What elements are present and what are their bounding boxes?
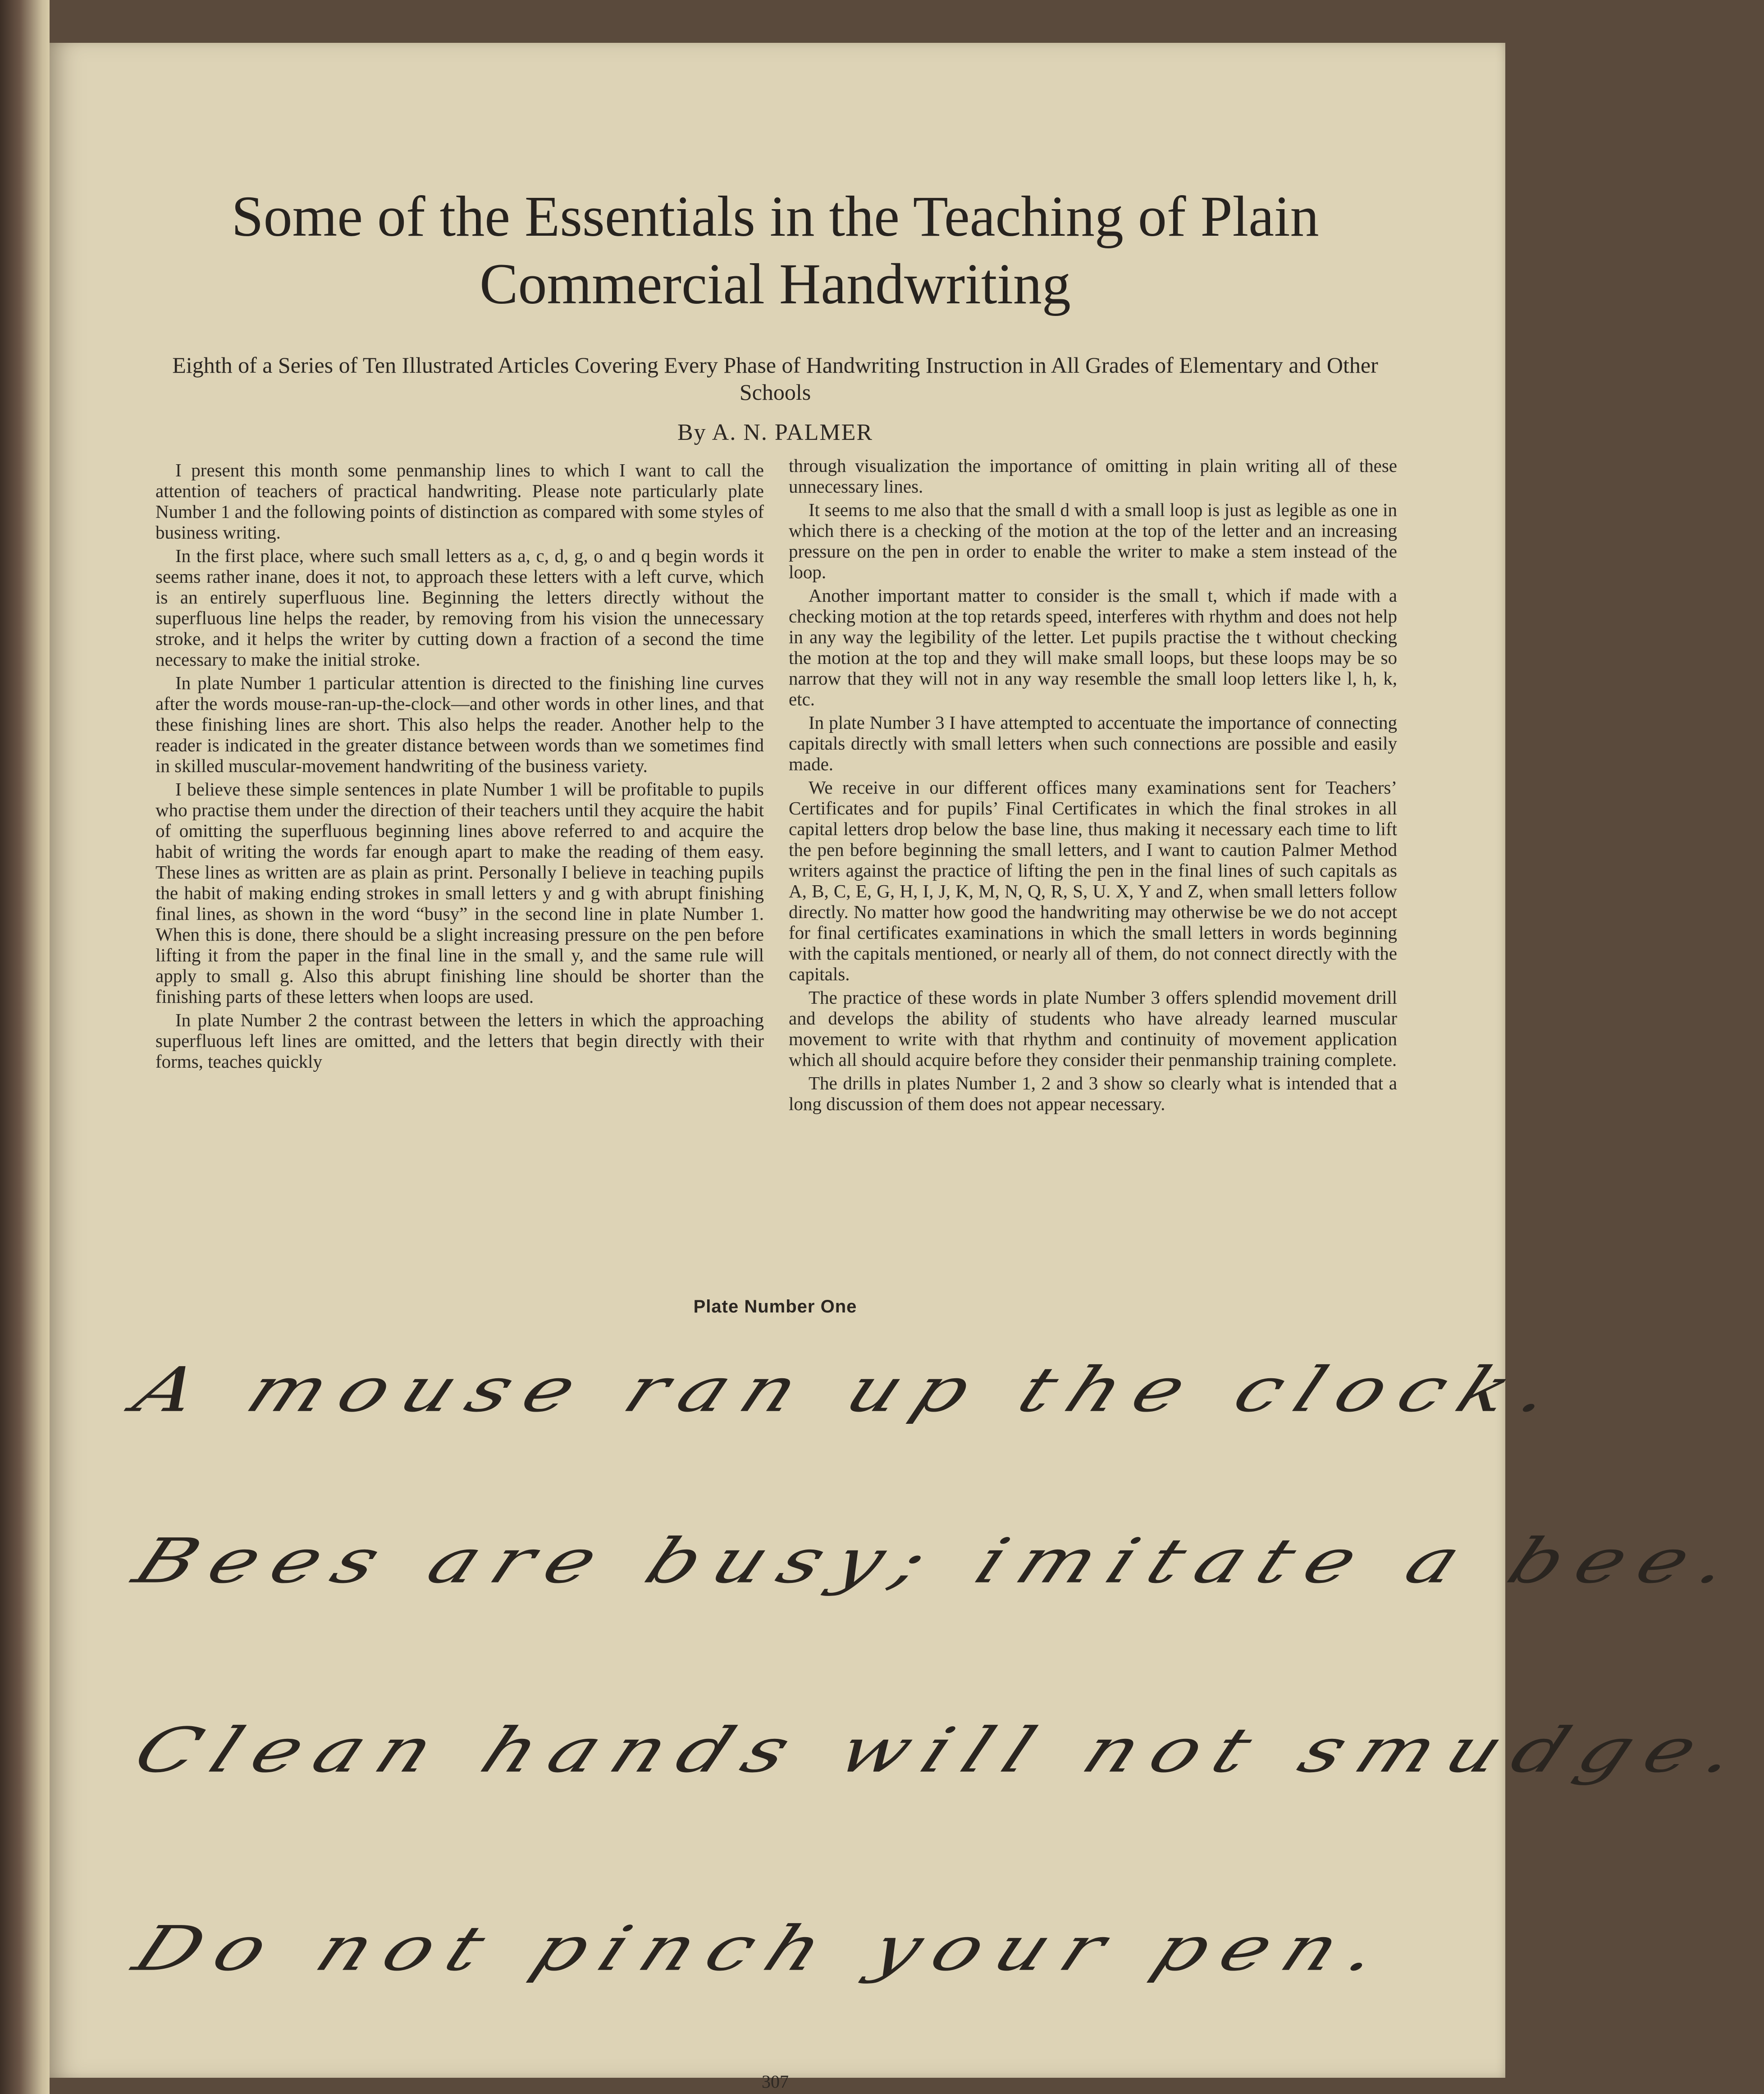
paragraph: It seems to me also that the small d with a small loop is just as legible as one in which there is a checking of the motion at the top of the letter and an increasing pressure on the pen in order to enable the writer to make a stem instead of the loop. <box>789 499 1397 582</box>
paragraph: Another important matter to consider is the small t, which if made with a checking motion at the top retards speed, interferes with rhythm and does not help in any way the legibility of the letter. Let pupils practise the t without checking the motion at the top and they will make small loops, but these loops may be so narrow that they will not in any way resemble the small loop letters like l, h, k, etc. <box>789 585 1397 709</box>
plate-caption: Plate Number One <box>693 1297 857 1317</box>
article-title: Some of the Essentials in the Teaching of Plain Commercial Handwriting <box>231 184 1319 316</box>
paragraph: I present this month some penmanship lines to which I want to call the attention of teachers of practical handwriting. Please note particularly plate Number 1 and the following points of distinction as compared with some styles of business writing. <box>155 460 764 543</box>
handwriting-text: A mouse ran up the clock. <box>123 1354 1579 1426</box>
paragraph: In the first place, where such small letters as a, c, d, g, o and q begin words it seems rather inane, does it not, to approach these letters with a left curve, which is an entirely superfluous line. Beginning the letters directly without the superfluous line helps the reader, by removing from his vision the unnecessary stroke, and it helps the writer by cutting down a fraction of a second the time necessary to make the initial stroke. <box>155 545 764 670</box>
handwriting-line <box>123 1701 1764 1832</box>
paragraph: We receive in our different offices many examinations sent for Teachers’ Certificates and for pupils’ Final Certificates in which the final strokes in all capital letters drop below the base line, thus making it necessary each time to lift the pen before beginning the small letters, and I want to caution Palmer Method writers against the practice of lifting the pen in the final lines of such capitals as A, B, C, E, G, H, I, J, K, M, N, Q, R, S, U. X, Y and Z, when small letters follow directly. No matter how good the handwriting may otherwise be we do not accept for final certificates examinations in which the small letters in words beginning with the capitals mentioned, or nearly all of them, do not connect directly with the capitals. <box>789 777 1397 984</box>
book-binding-edge <box>0 0 50 2094</box>
paragraph: I believe these simple sentences in plate Number 1 will be profitable to pupils who practise them under the direction of their teachers until they acquire the habit of omitting the superfluous beginning lines above referred to and acquire the habit of writing the words far enough apart to make the reading of them easy. These lines as written are as plain as print. Personally I believe in teaching pupils the habit of making ending strokes in small letters y and g with abrupt finishing final lines, as shown in the word “busy” in the second line in plate Number 1. When this is done, there should be a slight increasing pressure on the pen before lifting it from the paper in the final line in the small y, and the same rule will apply to small g. Also this abrupt finishing line should be shorter than the finishing parts of these letters when loops are used. <box>155 779 764 1007</box>
paragraph: In plate Number 2 the contrast between the letters in which the approaching superfluous left lines are omitted, and the letters that begin directly with their forms, teaches quickly <box>155 1010 764 1072</box>
article-byline: By A. N. PALMER <box>677 420 873 445</box>
paragraph: In plate Number 3 I have attempted to accentuate the importance of connecting capitals directly with small letters when such connections are possible and easily made. <box>789 712 1397 774</box>
article-subtitle: Eighth of a Series of Ten Illustrated Articles Covering Every Phase of Handwriting Instruction in All Grades of Elementary and Other Schools <box>172 352 1378 405</box>
handwriting-line <box>123 1900 1438 2030</box>
handwriting-line <box>123 1512 1758 1643</box>
paragraph: The practice of these words in plate Number 3 offers splendid movement drill and develops the ability of students who have already learned muscular movement to write with that rhythm and continuity of movement application which all should acquire before they consider their penmanship training complete. <box>789 987 1397 1070</box>
book-page <box>50 43 1764 2092</box>
handwriting-line <box>123 1341 1579 1472</box>
paragraph: through visualization the importance of omitting in plain writing all of these unnecessary lines. <box>789 455 1397 497</box>
handwriting-text: Do not pinch your pen. <box>123 1913 1407 1985</box>
page-number: 307 <box>762 2071 789 2092</box>
left-column <box>155 460 764 1074</box>
paragraph: The drills in plates Number 1, 2 and 3 show so clearly what is intended that a long discussion of them does not appear necessary. <box>789 1073 1397 1114</box>
handwriting-text: Bees are busy; imitate a bee. <box>123 1526 1758 1597</box>
right-column <box>789 455 1397 1117</box>
handwriting-text: Clean hands will not smudge. <box>123 1715 1764 1787</box>
paragraph: In plate Number 1 particular attention is directed to the finishing line curves after the words mouse-ran-up-the-clock—and other words in other lines, and that these finishing lines are short. This also helps the reader. Another help to the reader is indicated in the greater distance between words than we sometimes find in skilled muscular-movement handwriting of the business variety. <box>155 672 764 776</box>
